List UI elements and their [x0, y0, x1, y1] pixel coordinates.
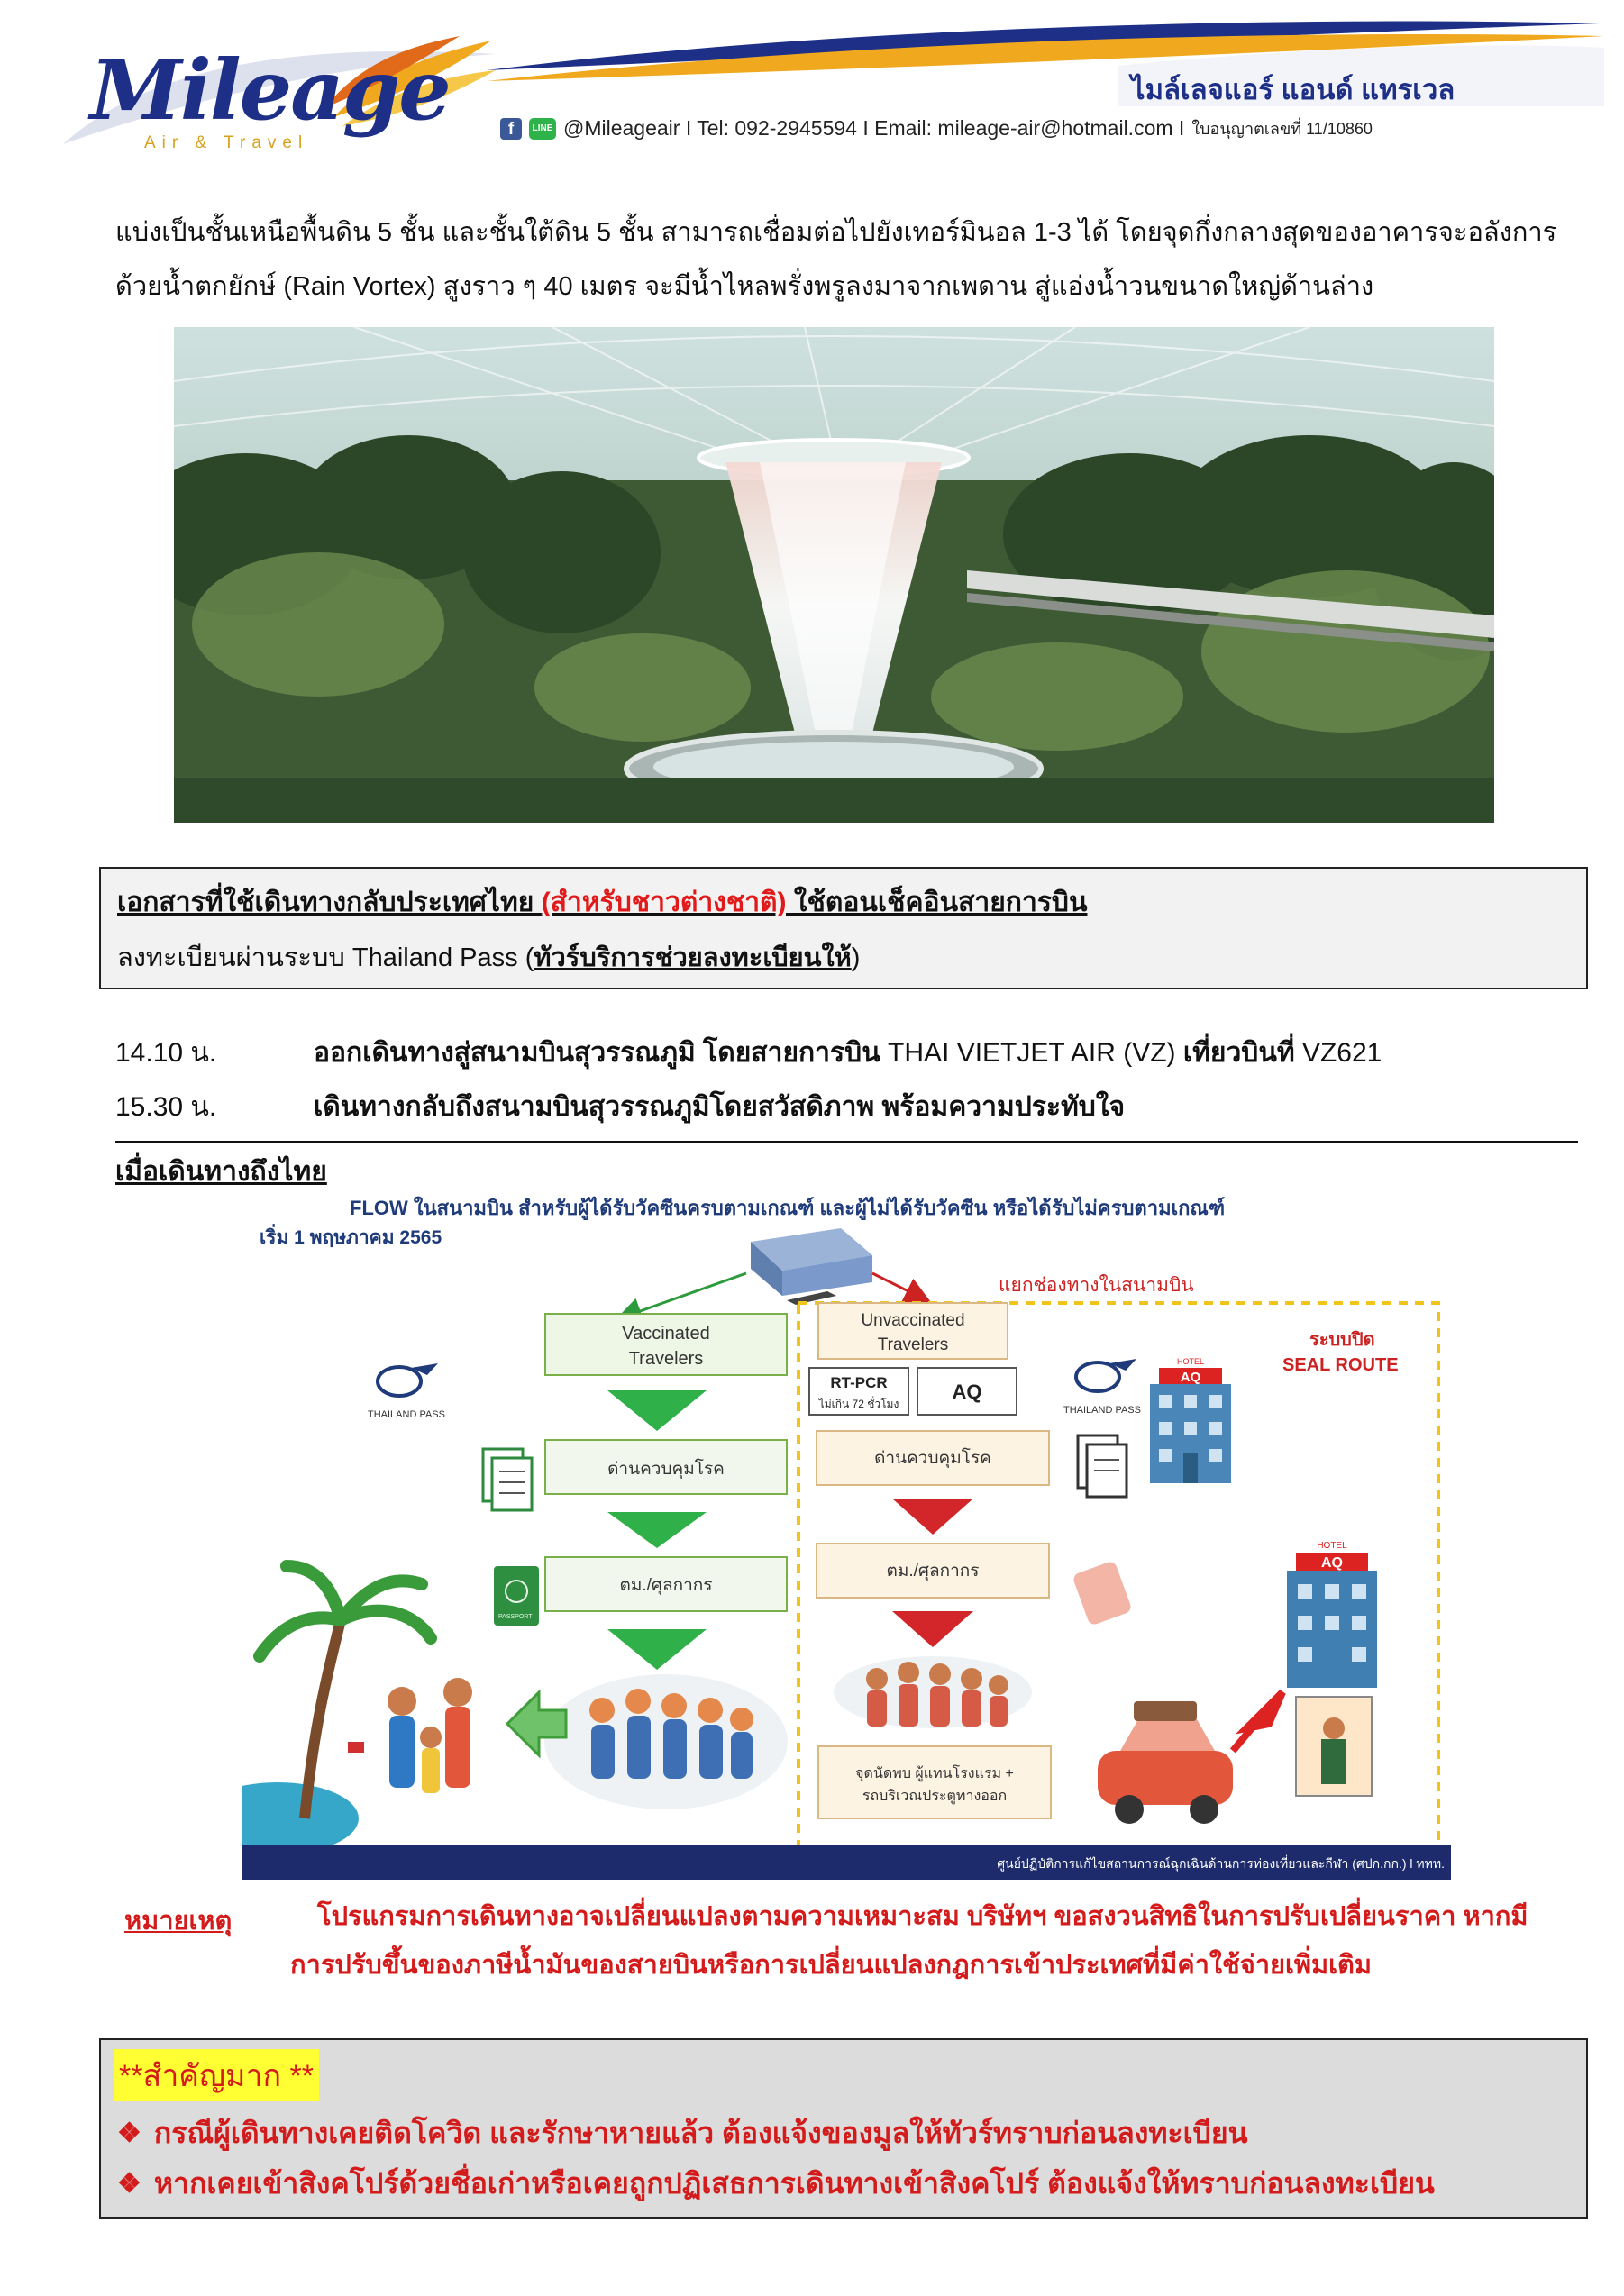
important-title: **สำคัญมาก ** [114, 2049, 319, 2101]
hotel-label: HOTEL [1317, 1541, 1347, 1551]
hotel-aq-icon [1287, 1541, 1377, 1796]
important-item: ❖ กรณีผู้เดินทางเคยติดโควิด และรักษาหายแล้ว ต้องแจ้งของมูลให้ทัวร์ทราบก่อนลงทะเบียน [117, 2117, 1248, 2149]
arrival-section-title: เมื่อเดินทางถึงไทย [115, 1157, 327, 1187]
return-documents-box [99, 867, 1588, 989]
aq-label: AQ [952, 1380, 982, 1403]
thailand-pass-label: THAILAND PASS [368, 1409, 445, 1420]
disease-control-label: ด่านควบคุมโรค [874, 1449, 991, 1468]
rt-pcr-note: ไม่เกิน 72 ชั่วโมง [818, 1398, 899, 1410]
aq-label: AQ [1180, 1370, 1201, 1385]
unvaccinated-label: Travelers [877, 1335, 949, 1354]
seal-route-label: ระบบปิด [1309, 1330, 1375, 1350]
document-icon [483, 1449, 532, 1510]
rain-vortex-photo [174, 327, 1494, 823]
logo-subtitle: Air & Travel [144, 133, 309, 152]
unvaccinated-travelers-illustration [834, 1656, 1032, 1728]
flow-title: FLOW ในสนามบิน สำหรับผู้ได้รับวัคซีนครบตามเกณฑ์ และผู้ไม่ได้รับวัคซีน หรือได้รับไม่ครบตามเกณฑ์ [350, 1197, 1226, 1219]
itinerary-desc: ออกเดินทางสู่สนามบินสุวรรณภูมิ โดยสายการบิน THAI VIETJET AIR (VZ) เที่ยวบินที่ VZ621 [314, 1038, 1382, 1068]
important-notice-box [99, 2038, 1588, 2219]
documents-title: เอกสารที่ใช้เดินทางกลับประเทศไทย (สำหรับชาวต่างชาติ) ใช้ตอนเช็คอินสายการบิน [117, 888, 1088, 917]
itinerary-time: 14.10 น. [115, 1038, 217, 1068]
airline-name: THAI VIETJET AIR (VZ) [888, 1038, 1176, 1068]
vaccinated-label: Vaccinated [622, 1324, 710, 1344]
divider [115, 1141, 1578, 1143]
company-name-thai: ไมล์เลจแอร์ แอนด์ แทรเวล [1131, 74, 1455, 105]
separate-lane-label: แยกช่องทางในสนามบิน [999, 1275, 1194, 1296]
rt-pcr-label: RT-PCR [830, 1374, 888, 1391]
passport-icon [494, 1566, 539, 1626]
unvaccinated-label: Unvaccinated [861, 1311, 965, 1330]
remark-text: โปรแกรมการเดินทางอาจเปลี่ยนแปลงตามความเหมาะสม บริษัทฯ ขอสงวนสิทธิในการปรับเปลี่ยนราคา หากมี การปรับขึ้นของภาษีน้ำมันของสายบินหรือการเปลี่ยนแปลงกฎการเข้าประเทศที่มีค่าใช้จ่ายเพิ่มเติม [290, 1902, 1528, 1980]
aq-label: AQ [1321, 1555, 1343, 1571]
vaccinated-label: Travelers [628, 1349, 704, 1369]
line-icon[interactable]: LINE [529, 118, 556, 140]
thailand-pass-label: THAILAND PASS [1063, 1405, 1141, 1416]
diamond-bullet-icon: ❖ [117, 2118, 141, 2148]
meeting-point-label: รถบริเวณประตูทางออก [862, 1789, 1008, 1804]
flow-footer-credit: ศูนย์ปฏิบัติการแก้ไขสถานการณ์ฉุกเฉินด้านการท่องเที่ยวและกีฬา (ศปก.กก.) l ททท. [997, 1856, 1445, 1871]
intro-paragraph: แบ่งเป็นชั้นเหนือพื้นดิน 5 ชั้น และชั้นใต้ดิน 5 ชั้น สามารถเชื่อมต่อไปยังเทอร์มินอล 1-3 ได้ โดยจุดกึ่งกลางสุดของอาคารจะอลังการด้วยน้ำตกยักษ์ (Rain Vortex) สูงราว ๆ 40 เมตร จะมีน้ำไหลพรั่งพรูลงมาจากเพดาน สู่แอ่งน้ำวนขนาดใหญ่ด้านล่าง [115, 218, 1557, 301]
thailand-pass-note: ลงทะเบียนผ่านระบบ Thailand Pass (ทัวร์บริการช่วยลงทะเบียนให้) [117, 943, 861, 972]
flight-number: VZ621 [1301, 1038, 1382, 1068]
remark-label: หมายเหตุ [124, 1907, 233, 1936]
immigration-customs-label: ตม./ศุลกากร [619, 1576, 713, 1595]
important-item: ❖ หากเคยเข้าสิงคโปร์ด้วยชื่อเก่าหรือเคยถูกปฏิเสธการเดินทางเข้าสิงคโปร์ ต้องแจ้งให้ทราบก่อนลงทะเบียน [117, 2167, 1435, 2200]
passport-label: PASSPORT [498, 1614, 533, 1620]
disease-control-label: ด่านควบคุมโรค [607, 1460, 725, 1479]
hotel-aq-icon [1150, 1357, 1231, 1483]
immigration-customs-label: ตม./ศุลกากร [886, 1562, 980, 1581]
itinerary-time: 15.30 น. [115, 1092, 217, 1122]
flow-start-date: เริ่ม 1 พฤษภาคม 2565 [260, 1227, 442, 1248]
contact-bar [500, 115, 1373, 141]
facebook-icon[interactable]: f [500, 118, 522, 140]
itinerary-desc: เดินทางกลับถึงสนามบินสุวรรณภูมิโดยสวัสดิภาพ พร้อมความประทับใจ [314, 1092, 1126, 1122]
seal-route-label: SEAL ROUTE [1282, 1355, 1399, 1375]
meeting-point-label: จุดนัดพบ ผู้แทนโรงแรม + [855, 1766, 1014, 1781]
company-logo [36, 36, 505, 171]
logo-wordmark: Mileage [90, 41, 450, 139]
contact-info: @Mileageair I Tel: 092-2945594 I Email: mileage-air@hotmail.com I [563, 116, 1185, 140]
diamond-bullet-icon: ❖ [117, 2169, 141, 2199]
license-number: ใบอนุญาตเลขที่ 11/10860 [1191, 120, 1373, 138]
foreigner-note: (สำหรับชาวต่างชาติ) [541, 888, 787, 917]
hotel-label: HOTEL [1176, 1357, 1205, 1366]
airport-flow-infographic [242, 1188, 1451, 1880]
document-icon [1078, 1435, 1127, 1497]
